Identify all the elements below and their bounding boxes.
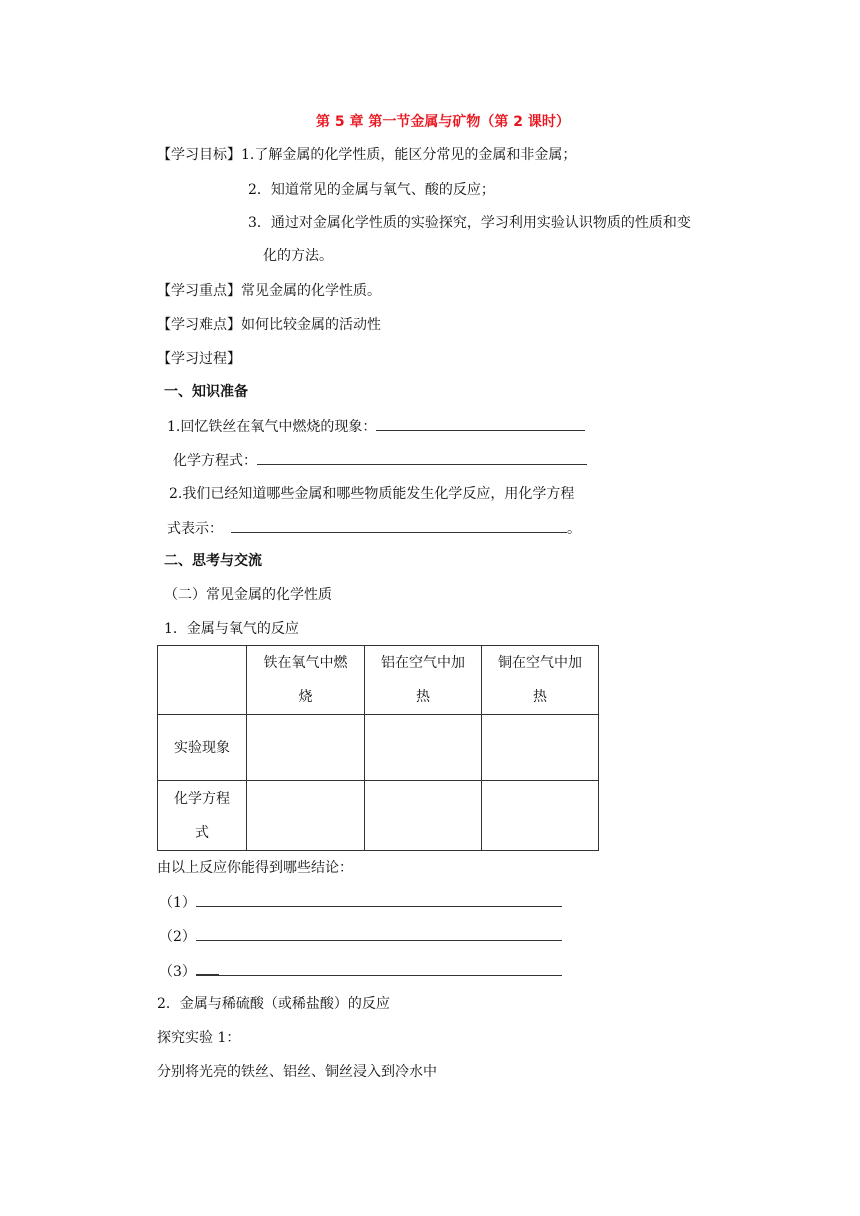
answer-blank[interactable] <box>376 416 585 431</box>
topic-1-heading: 1．金属与氧气的反应 <box>164 621 299 637</box>
table-row-label-phenomenon: 实验现象 <box>158 715 247 781</box>
page-title: 第 5 章 第一节金属与矿物（第 2 课时） <box>316 114 570 130</box>
conclusion-1-label: （1） <box>159 895 196 911</box>
question-1-equation <box>173 450 587 471</box>
table-header-aluminum: 铝在空气中加 热 <box>365 646 482 715</box>
objectives-label: 【学习目标】 <box>157 147 241 163</box>
difficulty: 【学习难点】如何比较金属的活动性 <box>157 317 381 333</box>
table-cell[interactable] <box>247 781 365 851</box>
answer-blank[interactable] <box>219 961 562 976</box>
table-header-iron: 铁在氧气中燃 烧 <box>247 646 365 715</box>
table-cell[interactable] <box>247 715 365 781</box>
conclusion-2 <box>159 926 562 947</box>
question-2-label: 式表示： <box>167 521 223 537</box>
subsection-heading: （二）常见金属的化学性质 <box>164 587 332 603</box>
conclusion-prompt: 由以上反应你能得到哪些结论： <box>157 860 353 876</box>
answer-blank[interactable] <box>231 518 567 533</box>
answer-blank[interactable] <box>196 892 562 907</box>
answer-blank[interactable] <box>196 926 562 941</box>
table-header-copper: 铜在空气中加 热 <box>482 646 599 715</box>
question-1 <box>167 416 585 437</box>
conclusion-3-label: （3） <box>159 964 196 980</box>
question-2-line-2 <box>167 518 581 539</box>
section-2-heading: 二、思考与交流 <box>164 553 262 569</box>
conclusion-1 <box>159 892 562 913</box>
question-1-text: 1.回忆铁丝在氧气中燃烧的现象： <box>167 419 377 435</box>
objective-3-line-2: 化的方法。 <box>263 248 333 264</box>
table-cell[interactable] <box>482 781 599 851</box>
sentence-end: 。 <box>567 521 581 537</box>
objective-3-line-1: 3．通过对金属化学性质的实验探究，学习利用实验认识物质的性质和变 <box>248 215 691 231</box>
conclusion-2-label: （2） <box>159 929 196 945</box>
table-cell[interactable] <box>365 781 482 851</box>
answer-blank[interactable] <box>257 450 587 465</box>
objective-1: 1.了解金属的化学性质，能区分常见的金属和非金属； <box>241 147 577 163</box>
table-corner-cell <box>158 646 247 715</box>
topic-2-heading: 2．金属与稀硫酸（或稀盐酸）的反应 <box>157 996 390 1012</box>
objective-2: 2．知道常见的金属与氧气、酸的反应； <box>248 182 495 198</box>
key-point: 【学习重点】常见金属的化学性质。 <box>157 283 381 299</box>
objectives-line-1 <box>157 145 576 165</box>
table-row-label-equation: 化学方程 式 <box>158 781 247 851</box>
process-label: 【学习过程】 <box>157 351 241 367</box>
question-2-line-1: 2.我们已经知道哪些金属和哪些物质能发生化学反应，用化学方程 <box>169 486 575 502</box>
experiment-description: 分别将光亮的铁丝、铝丝、铜丝浸入到冷水中 <box>157 1064 437 1080</box>
table-cell[interactable] <box>482 715 599 781</box>
answer-blank[interactable] <box>196 960 219 976</box>
equation-label: 化学方程式： <box>173 453 257 469</box>
conclusion-3 <box>159 960 562 982</box>
metal-oxygen-table <box>157 645 599 851</box>
experiment-label: 探究实验 1： <box>157 1030 241 1046</box>
table-cell[interactable] <box>365 715 482 781</box>
section-1-heading: 一、知识准备 <box>164 384 248 400</box>
